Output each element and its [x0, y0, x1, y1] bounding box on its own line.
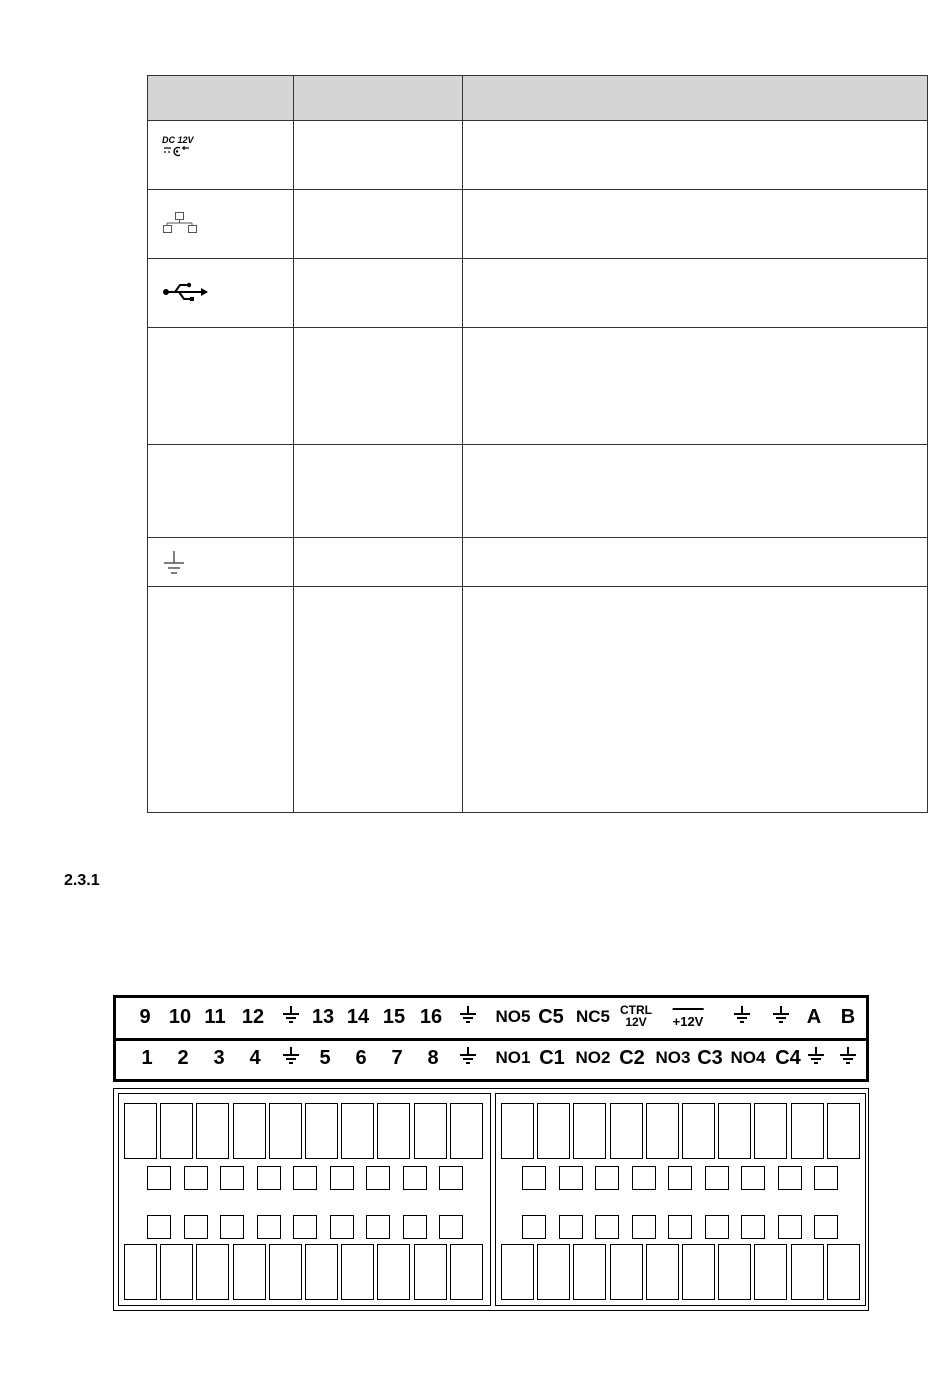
terminal-slot	[791, 1103, 824, 1159]
terminal-slot	[414, 1244, 447, 1300]
terminal-slot	[269, 1103, 302, 1159]
terminal-label: C4	[775, 1047, 801, 1069]
screw-hole	[403, 1166, 427, 1190]
terminal-slot	[414, 1103, 447, 1159]
terminal-slot	[124, 1103, 157, 1159]
terminal-label: 4	[249, 1047, 261, 1069]
screw-hole	[439, 1215, 463, 1239]
screw-hole	[705, 1215, 729, 1239]
name-cell	[294, 328, 463, 445]
terminal-label-strip	[113, 995, 869, 1082]
terminal-slot	[827, 1103, 860, 1159]
terminal-label: 1	[141, 1047, 153, 1069]
terminal-label: C2	[619, 1047, 645, 1069]
screw-hole	[403, 1215, 427, 1239]
name-cell	[294, 259, 463, 328]
terminal-slot	[791, 1244, 824, 1300]
usb-icon	[162, 282, 208, 302]
ground-terminal-icon	[807, 1045, 825, 1072]
table-row	[148, 121, 928, 190]
terminal-label: NO5	[495, 1007, 531, 1026]
screw-hole	[668, 1166, 692, 1190]
screw-hole	[293, 1166, 317, 1190]
terminal-label: 15	[382, 1006, 406, 1028]
screw-hole	[668, 1215, 692, 1239]
terminal-label: 14	[346, 1006, 370, 1028]
section-number: 2.3.1	[64, 872, 100, 889]
terminal-label: CTRL 12V	[620, 1003, 652, 1029]
ground-terminal-icon	[839, 1045, 857, 1072]
icon-cell	[148, 328, 294, 445]
header-cell	[148, 76, 294, 121]
terminal-slot	[233, 1103, 266, 1159]
terminal-label: 11	[204, 1006, 226, 1028]
screw-hole	[595, 1215, 619, 1239]
screw-hole	[366, 1215, 390, 1239]
table-header-row	[148, 76, 928, 121]
screw-hole	[595, 1166, 619, 1190]
name-cell	[294, 445, 463, 538]
terminal-row-top	[116, 998, 866, 1041]
screw-hole	[814, 1166, 838, 1190]
screw-hole	[293, 1215, 317, 1239]
connector-block-right	[495, 1093, 866, 1306]
screw-hole	[330, 1215, 354, 1239]
icon-cell	[148, 587, 294, 813]
ground-terminal-icon	[282, 1004, 300, 1031]
screw-hole	[741, 1215, 765, 1239]
name-cell	[294, 538, 463, 587]
terminal-label: 7	[391, 1047, 403, 1069]
table-row	[148, 259, 928, 328]
terminal-slot	[610, 1103, 643, 1159]
terminal-slot	[305, 1103, 338, 1159]
terminal-slot	[269, 1244, 302, 1300]
table-row	[148, 445, 928, 538]
terminal-slot	[537, 1244, 570, 1300]
screw-hole	[257, 1215, 281, 1239]
terminal-label: NO1	[495, 1048, 531, 1067]
terminal-slot	[501, 1103, 534, 1159]
terminal-slot	[450, 1103, 483, 1159]
terminal-slot	[196, 1244, 229, 1300]
terminal-label: 16	[419, 1006, 443, 1028]
dc-power-icon: DC 12V	[162, 135, 194, 159]
terminal-label: A	[806, 1006, 822, 1028]
terminal-slot	[718, 1244, 751, 1300]
terminal-slot	[377, 1244, 410, 1300]
terminal-slot	[682, 1103, 715, 1159]
terminal-label: 13	[311, 1006, 335, 1028]
screw-hole	[741, 1166, 765, 1190]
screw-hole	[522, 1215, 546, 1239]
terminal-slot	[646, 1103, 679, 1159]
terminal-slot	[682, 1244, 715, 1300]
terminal-label: B	[840, 1006, 856, 1028]
terminal-row-bottom	[116, 1039, 866, 1079]
icon-cell	[148, 121, 294, 190]
connector-block-left	[118, 1093, 491, 1306]
screw-hole	[705, 1166, 729, 1190]
name-cell	[294, 587, 463, 813]
terminal-slot	[754, 1103, 787, 1159]
terminal-label: 6	[355, 1047, 367, 1069]
screw-hole	[439, 1166, 463, 1190]
terminal-slot	[233, 1244, 266, 1300]
terminal-slot	[196, 1103, 229, 1159]
desc-cell	[463, 538, 928, 587]
header-cell	[294, 76, 463, 121]
terminal-label: 10	[168, 1006, 192, 1028]
screw-hole	[366, 1166, 390, 1190]
terminal-label: 3	[213, 1047, 225, 1069]
ground-terminal-icon	[459, 1045, 477, 1072]
screw-hole	[220, 1215, 244, 1239]
icon-cell	[148, 538, 294, 587]
name-cell	[294, 121, 463, 190]
screw-hole	[184, 1166, 208, 1190]
desc-cell	[463, 587, 928, 813]
terminal-slot	[501, 1244, 534, 1300]
desc-cell	[463, 445, 928, 538]
terminal-label: NO3	[655, 1048, 691, 1067]
terminal-slot	[646, 1244, 679, 1300]
terminal-slot	[450, 1244, 483, 1300]
ground-terminal-icon	[282, 1045, 300, 1072]
terminal-slot	[124, 1244, 157, 1300]
ground-icon	[162, 550, 186, 576]
terminal-label: C3	[697, 1047, 723, 1069]
screw-hole	[220, 1166, 244, 1190]
screw-hole	[778, 1215, 802, 1239]
terminal-slot	[341, 1103, 374, 1159]
network-port-icon	[162, 212, 198, 234]
icon-cell	[148, 190, 294, 259]
terminal-label: NO2	[575, 1048, 611, 1067]
screw-hole	[559, 1166, 583, 1190]
terminal-label: NO4	[730, 1048, 766, 1067]
table-row	[148, 587, 928, 813]
terminal-slot	[827, 1244, 860, 1300]
terminal-label: +12V	[673, 1008, 704, 1033]
terminal-slot	[537, 1103, 570, 1159]
table-row	[148, 190, 928, 259]
icon-cell	[148, 259, 294, 328]
desc-cell	[463, 259, 928, 328]
terminal-slot	[341, 1244, 374, 1300]
terminal-label: 5	[319, 1047, 331, 1069]
screw-hole	[778, 1166, 802, 1190]
screw-hole	[814, 1215, 838, 1239]
ports-table	[147, 75, 928, 813]
table-row	[148, 328, 928, 445]
terminal-label: 12	[241, 1006, 265, 1028]
screw-hole	[147, 1166, 171, 1190]
desc-cell	[463, 328, 928, 445]
desc-cell	[463, 121, 928, 190]
terminal-slot	[160, 1103, 193, 1159]
screw-hole	[632, 1166, 656, 1190]
terminal-slot	[754, 1244, 787, 1300]
table-row	[148, 538, 928, 587]
terminal-slot	[305, 1244, 338, 1300]
screw-hole	[330, 1166, 354, 1190]
terminal-label: 8	[427, 1047, 439, 1069]
terminal-label: 2	[177, 1047, 189, 1069]
screw-hole	[257, 1166, 281, 1190]
header-cell	[463, 76, 928, 121]
screw-hole	[184, 1215, 208, 1239]
terminal-slot	[573, 1103, 606, 1159]
icon-cell	[148, 445, 294, 538]
terminal-slot	[377, 1103, 410, 1159]
terminal-label: C1	[539, 1047, 565, 1069]
screw-hole	[147, 1215, 171, 1239]
terminal-connector-block	[113, 1088, 869, 1311]
desc-cell	[463, 190, 928, 259]
terminal-label: C5	[538, 1006, 564, 1028]
ground-terminal-icon	[459, 1004, 477, 1031]
terminal-label: NC5	[575, 1007, 611, 1026]
terminal-slot	[718, 1103, 751, 1159]
screw-hole	[559, 1215, 583, 1239]
ground-terminal-icon	[772, 1004, 790, 1031]
terminal-slot	[160, 1244, 193, 1300]
screw-hole	[632, 1215, 656, 1239]
terminal-slot	[610, 1244, 643, 1300]
terminal-slot	[573, 1244, 606, 1300]
screw-hole	[522, 1166, 546, 1190]
terminal-label: 9	[139, 1006, 151, 1028]
name-cell	[294, 190, 463, 259]
ground-terminal-icon	[733, 1004, 751, 1031]
